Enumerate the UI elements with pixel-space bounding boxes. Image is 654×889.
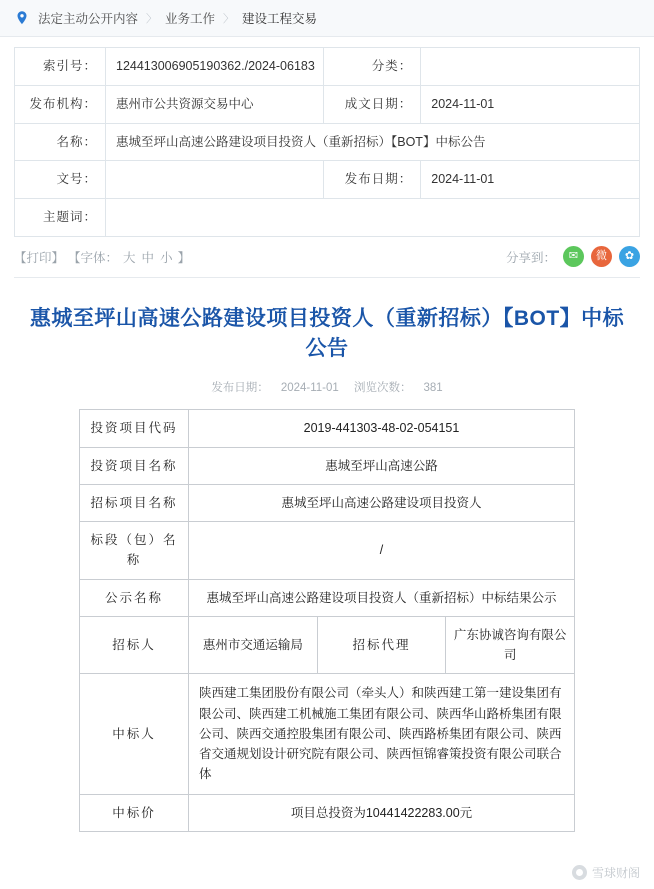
row-key-agent: 招标代理 xyxy=(317,616,446,674)
weibo-share-icon[interactable]: 微 xyxy=(591,246,612,267)
publish-date-value: 2024-11-01 xyxy=(280,382,339,395)
table-row xyxy=(80,794,575,831)
fontsize-large-button[interactable]: 大 xyxy=(123,250,136,265)
fontsize-bracket-end: 】 xyxy=(177,250,191,265)
meta-value-category xyxy=(421,48,639,85)
row-key-project-name: 投资项目名称 xyxy=(80,447,189,484)
meta-label-writedate: 成文日期： xyxy=(324,85,421,123)
table-row xyxy=(15,85,639,123)
row-value-section-name: / xyxy=(189,522,575,580)
qzone-share-icon[interactable]: ✿ xyxy=(619,246,640,267)
meta-value-org: 惠州市公共资源交易中心 xyxy=(106,85,324,123)
row-key-publicity-name: 公示名称 xyxy=(80,579,189,616)
row-value-publicity-name: 惠城至坪山高速公路建设项目投资人（重新招标）中标结果公示 xyxy=(189,579,575,616)
fontsize-medium-button[interactable]: 中 xyxy=(141,250,155,265)
meta-value-keywords xyxy=(106,199,640,237)
row-value-project-name: 惠城至坪山高速公路 xyxy=(189,447,575,484)
table-row xyxy=(15,199,639,237)
row-key-winner: 中标人 xyxy=(80,674,189,794)
article-meta xyxy=(22,379,632,395)
row-value-project-code: 2019-441303-48-02-054151 xyxy=(189,410,575,447)
meta-label-docno: 文号： xyxy=(15,161,106,199)
table-row xyxy=(80,410,575,447)
table-row xyxy=(80,674,575,794)
row-key-winning-price: 中标价 xyxy=(80,794,189,831)
table-row xyxy=(80,447,575,484)
meta-value-writedate: 2024-11-01 xyxy=(421,85,639,123)
row-value-winner: 陕西建工集团股份有限公司（牵头人）和陕西建工第一建设集团有限公司、陕西建工机械施工集团有限公司、陕西华山路桥集团有限公司、陕西交通控股集团有限公司、陕西路桥集团有限公司、陕西省交通规划设计研究院有限公司、陕西恒锦睿策投资有限公司联合体 xyxy=(189,674,575,794)
meta-value-index: 124413006905190362./2024-06183 xyxy=(106,48,324,85)
table-row xyxy=(15,48,639,85)
watermark xyxy=(572,864,640,881)
breadcrumb-item-2[interactable]: 业务工作 xyxy=(165,12,216,26)
table-row xyxy=(80,616,575,674)
table-row xyxy=(15,123,639,161)
fontsize-label: 【字体： xyxy=(68,250,119,265)
breadcrumb-item-3[interactable]: 建设工程交易 xyxy=(242,12,318,26)
publish-date-label: 发布日期： xyxy=(211,382,269,395)
table-row xyxy=(15,161,639,199)
article-toolbar xyxy=(14,237,640,278)
wechat-share-icon[interactable]: ✉ xyxy=(563,246,584,267)
table-row xyxy=(80,484,575,521)
row-value-winning-price: 项目总投资为10441422283.00元 xyxy=(189,794,575,831)
meta-value-docno xyxy=(106,161,324,199)
table-row xyxy=(80,579,575,616)
watermark-icon xyxy=(572,865,587,880)
row-key-tenderer: 招标人 xyxy=(80,616,189,674)
table-row xyxy=(80,522,575,580)
breadcrumb-separator: 〉 xyxy=(223,13,235,25)
breadcrumb-separator: 〉 xyxy=(146,13,158,25)
meta-label-index: 索引号： xyxy=(15,48,106,85)
page-title: 惠城至坪山高速公路建设项目投资人（重新招标）【BOT】中标公告 xyxy=(29,306,625,360)
row-value-tender-name: 惠城至坪山高速公路建设项目投资人 xyxy=(189,484,575,521)
location-icon xyxy=(14,10,30,26)
meta-label-keywords: 主题词： xyxy=(15,199,106,237)
breadcrumb-item-1[interactable]: 法定主动公开内容 xyxy=(38,12,139,26)
meta-label-name: 名称： xyxy=(15,123,106,161)
bid-result-table xyxy=(79,409,575,832)
meta-label-pubdate: 发布日期： xyxy=(324,161,421,199)
document-meta-table xyxy=(14,47,640,237)
meta-label-category: 分类： xyxy=(324,48,421,85)
meta-value-name: 惠城至坪山高速公路建设项目投资人（重新招标）【BOT】中标公告 xyxy=(106,123,640,161)
meta-value-pubdate: 2024-11-01 xyxy=(421,161,639,199)
views-value: 381 xyxy=(423,382,443,395)
print-button[interactable]: 【打印】 xyxy=(14,250,65,265)
views-label: 浏览次数： xyxy=(354,382,412,395)
row-value-agent: 广东协诚咨询有限公司 xyxy=(446,616,575,674)
breadcrumb xyxy=(0,0,654,37)
row-value-tenderer: 惠州市交通运输局 xyxy=(189,616,318,674)
fontsize-small-button[interactable]: 小 xyxy=(160,250,173,265)
row-key-project-code: 投资项目代码 xyxy=(80,410,189,447)
row-key-tender-name: 招标项目名称 xyxy=(80,484,189,521)
article-body xyxy=(0,278,654,832)
row-key-section-name: 标段（包）名称 xyxy=(80,522,189,580)
share-label: 分享到： xyxy=(505,250,556,265)
watermark-text: 雪球财阁 xyxy=(591,866,640,880)
meta-label-org: 发布机构： xyxy=(15,85,106,123)
